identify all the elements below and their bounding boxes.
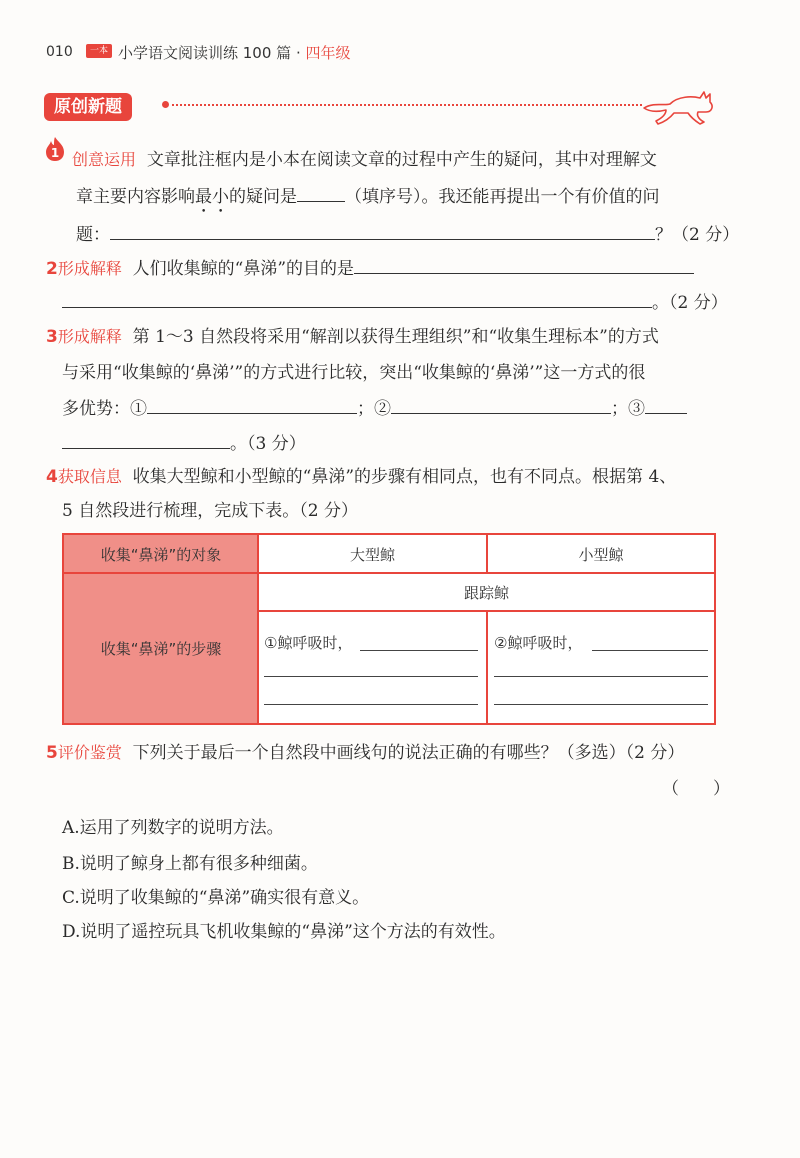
q1-line2-b: 的疑问是 <box>229 187 297 207</box>
q3-line3-a: 多优势：① <box>62 399 147 419</box>
table-row-divider-1 <box>64 572 714 574</box>
q3-line3-b: ；② <box>357 399 391 419</box>
q2-line1 <box>46 258 694 280</box>
q1-line1-text: 文章批注框内是小本在阅读文章的过程中产生的疑问，其中对理解文 <box>146 150 657 170</box>
q2-tag: 形成解释 <box>57 259 122 278</box>
page-number: 010 <box>46 44 73 60</box>
q4-number: 4 <box>46 467 58 487</box>
q1-line2-a: 章主要内容影响 <box>76 187 195 207</box>
section-banner: 原创新题 <box>44 93 132 121</box>
q3-line2: 与采用“收集鲸的‘鼻涕’”的方式进行比较，突出“收集鲸的‘鼻涕’”这一方式的很 <box>62 363 646 383</box>
table-col-large-whale: 大型鲸 <box>349 546 395 564</box>
q1-emphasis-word: 最小 <box>195 187 229 207</box>
q3-tag: 形成解释 <box>57 327 122 346</box>
table-step-small: ②鲸呼吸时， <box>494 634 583 652</box>
book-title <box>118 42 351 63</box>
q3-number: 3 <box>46 327 58 347</box>
q4-line1-text: 收集大型鲸和小型鲸的“鼻涕”的步骤有相同点，也有不同点。根据第 4、 <box>132 467 677 487</box>
q3-line3 <box>62 398 687 420</box>
table-header-object: 收集“鼻涕”的对象 <box>100 546 222 564</box>
banner-dot <box>162 101 169 108</box>
q4-line1 <box>46 466 676 488</box>
q3-advantage-blank-2[interactable] <box>391 412 611 414</box>
q5-option-b[interactable]: B.说明了鲸身上都有很多种细菌。 <box>62 854 318 874</box>
q1-line1 <box>72 149 657 171</box>
book-title-text: 小学语文阅读训练 100 篇 <box>118 44 292 62</box>
q2-number: 2 <box>46 259 58 279</box>
q5-line1 <box>46 742 684 764</box>
table-small-blank-3[interactable] <box>494 704 708 705</box>
q5-number: 5 <box>46 743 58 763</box>
q3-line4-text: 。（3 分） <box>230 434 306 454</box>
running-cat-icon <box>640 82 720 126</box>
q1-line2-c: （填序号）。我还能再提出一个有价值的问 <box>345 187 660 207</box>
q3-line1 <box>46 326 659 348</box>
q3-line1-text: 第 1～3 自然段将采用“解剖以获得生理组织”和“收集生理标本”的方式 <box>132 327 659 347</box>
q2-answer-blank-2[interactable] <box>62 306 652 308</box>
table-small-blank-2[interactable] <box>494 676 708 677</box>
q2-line1-text: 人们收集鲸的“鼻涕”的目的是 <box>132 259 355 279</box>
q2-line2 <box>62 292 728 314</box>
q1-answer-blank[interactable] <box>297 200 345 202</box>
table-step-large: ①鲸呼吸时， <box>264 634 353 652</box>
q5-line1-text: 下列关于最后一个自然段中画线句的说法正确的有哪些？（多选）（2 分） <box>132 743 685 763</box>
flame-number-icon <box>44 136 66 162</box>
grade-label: 四年级 <box>305 44 351 62</box>
svg-text:1: 1 <box>50 146 60 160</box>
title-separator: · <box>295 44 301 62</box>
q3-advantage-blank-3[interactable] <box>645 412 687 414</box>
table-large-blank-1[interactable] <box>360 650 478 651</box>
table-small-blank-1[interactable] <box>592 650 708 651</box>
table-large-blank-2[interactable] <box>264 676 478 677</box>
q1-line3-b: ？（2 分） <box>655 225 740 245</box>
q1-question-blank[interactable] <box>110 238 655 240</box>
table-large-blank-3[interactable] <box>264 704 478 705</box>
q5-option-d[interactable]: D.说明了遥控玩具飞机收集鲸的“鼻涕”这个方法的有效性。 <box>62 922 506 942</box>
q5-tag: 评价鉴赏 <box>57 743 122 762</box>
q1-line3-a: 题： <box>76 225 110 245</box>
q4-tag: 获取信息 <box>57 467 122 486</box>
q3-advantage-blank-3-cont[interactable] <box>62 447 230 449</box>
q3-line4 <box>62 433 306 455</box>
q4-line2: 5 自然段进行梳理，完成下表。（2 分） <box>62 501 358 521</box>
q5-option-c[interactable]: C.说明了收集鲸的“鼻涕”确实很有意义。 <box>62 888 370 908</box>
q2-line2-text: 。（2 分） <box>652 293 728 313</box>
q2-answer-blank-1[interactable] <box>354 272 694 274</box>
q5-option-a[interactable]: A.运用了列数字的说明方法。 <box>62 818 284 838</box>
publisher-logo: 一本 <box>86 44 112 58</box>
q5-answer-bracket[interactable]: （ ） <box>662 779 730 799</box>
table-col-divider-2b <box>486 611 488 723</box>
table-col-small-whale: 小型鲸 <box>578 546 624 564</box>
q1-line3 <box>76 224 739 246</box>
banner-dotted-line <box>172 104 642 106</box>
q1-tag: 创意运用 <box>72 150 137 169</box>
table-header-steps: 收集“鼻涕”的步骤 <box>100 640 222 658</box>
q1-line2 <box>76 186 660 217</box>
table-common-step: 跟踪鲸 <box>463 584 509 602</box>
q3-advantage-blank-1[interactable] <box>147 412 357 414</box>
q3-line3-c: ；③ <box>611 399 645 419</box>
